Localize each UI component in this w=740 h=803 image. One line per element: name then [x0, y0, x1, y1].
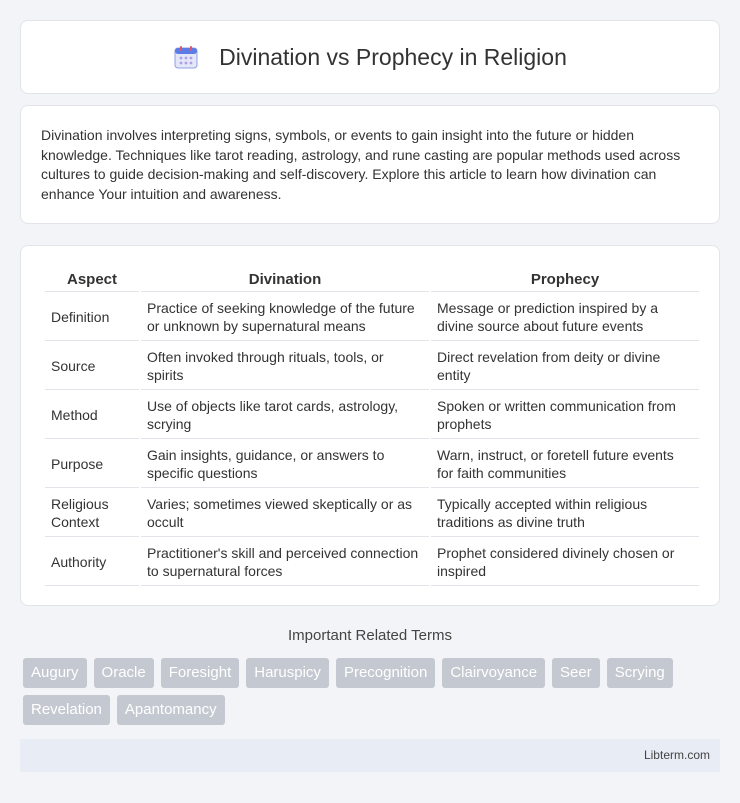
tag-precognition[interactable]: Precognition — [336, 658, 435, 688]
related-terms-list — [23, 658, 723, 732]
table-row — [45, 392, 699, 439]
table-row — [45, 539, 699, 586]
tag-haruspicy[interactable]: Haruspicy — [246, 658, 329, 688]
tag-augury[interactable]: Augury — [23, 658, 87, 688]
header-aspect: Aspect — [45, 268, 139, 292]
related-terms-title: Important Related Terms — [288, 627, 452, 644]
tag-apantomancy[interactable]: Apantomancy — [117, 695, 225, 725]
comparison-table-card — [20, 245, 720, 606]
cell-aspect: Purpose — [45, 441, 139, 488]
tag-revelation[interactable]: Revelation — [23, 695, 110, 725]
cell-prophecy: Message or prediction inspired by a divine source about future events — [431, 294, 699, 341]
cell-aspect: Definition — [45, 294, 139, 341]
footer-brand-link[interactable]: Libterm.com — [643, 748, 710, 762]
cell-divination: Practitioner's skill and perceived connection to supernatural forces — [141, 539, 429, 586]
comparison-table — [43, 266, 701, 588]
cell-divination: Gain insights, guidance, or answers to specific questions — [141, 441, 429, 488]
tag-scrying[interactable]: Scrying — [607, 658, 673, 688]
intro-text: Divination involves interpreting signs, symbols, or events to gain insight into the future or hidden knowledge. Techniques like tarot reading, astrology, and rune casting are popular methods used across cultures to guide decision-making and self-discovery. Explore this article to learn how divination can enhance Your intuition and awareness. — [41, 127, 681, 202]
cell-aspect: Authority — [45, 539, 139, 586]
cell-divination: Varies; sometimes viewed skeptically or as occult — [141, 490, 429, 537]
table-row — [45, 343, 699, 390]
tag-foresight[interactable]: Foresight — [161, 658, 240, 688]
table-header-row — [45, 268, 699, 292]
cell-divination: Practice of seeking knowledge of the future or unknown by supernatural means — [141, 294, 429, 341]
cell-divination: Use of objects like tarot cards, astrology, scrying — [141, 392, 429, 439]
cell-divination: Often invoked through rituals, tools, or spirits — [141, 343, 429, 390]
tag-clairvoyance[interactable]: Clairvoyance — [442, 658, 545, 688]
header-divination: Divination — [141, 268, 429, 292]
cell-aspect: Source — [45, 343, 139, 390]
tag-oracle[interactable]: Oracle — [94, 658, 154, 688]
cell-prophecy: Direct revelation from deity or divine entity — [431, 343, 699, 390]
cell-prophecy: Spoken or written communication from prophets — [431, 392, 699, 439]
header-prophecy: Prophecy — [431, 268, 699, 292]
cell-prophecy: Typically accepted within religious traditions as divine truth — [431, 490, 699, 537]
tag-seer[interactable]: Seer — [552, 658, 600, 688]
cell-prophecy: Warn, instruct, or foretell future events for faith communities — [431, 441, 699, 488]
table-row — [45, 441, 699, 488]
table-row — [45, 490, 699, 537]
cell-aspect: Religious Context — [45, 490, 139, 537]
page-header — [20, 20, 720, 94]
calendar-icon — [173, 44, 199, 70]
page-title: Divination vs Prophecy in Religion — [219, 43, 567, 70]
intro-section — [20, 105, 720, 224]
footer — [20, 739, 720, 772]
cell-prophecy: Prophet considered divinely chosen or inspired — [431, 539, 699, 586]
table-row — [45, 294, 699, 341]
cell-aspect: Method — [45, 392, 139, 439]
